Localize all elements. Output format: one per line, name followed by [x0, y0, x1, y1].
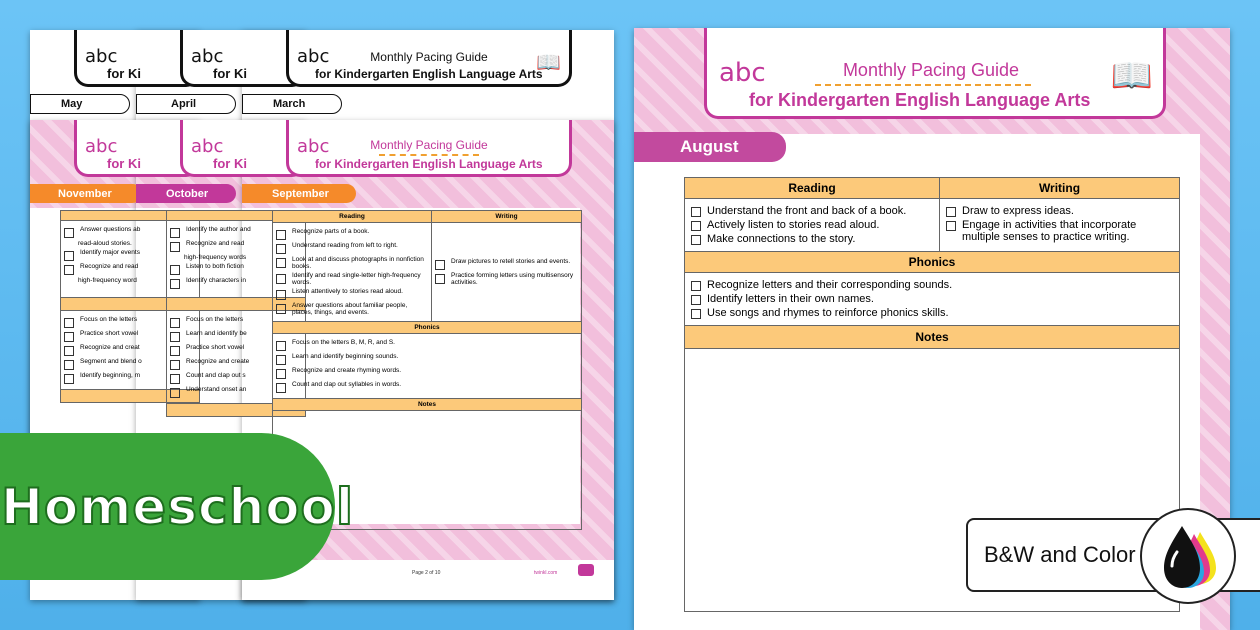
- bw-color-label: B&W and Color: [984, 542, 1136, 567]
- footer-page-number: Page 2 of 10: [412, 570, 441, 576]
- month-label-april: April: [136, 94, 236, 114]
- checklist-item: Actively listen to stories read aloud.: [691, 219, 933, 231]
- checklist-item: Recognize and create: [170, 358, 302, 370]
- checklist-item: Focus on the letters: [64, 316, 196, 328]
- checklist-item: Practice short vowel: [170, 344, 302, 356]
- checklist-item: Listen to both fiction: [170, 263, 302, 275]
- header-title: Monthly Pacing Guide: [370, 50, 488, 64]
- abc-logo: abc: [85, 136, 118, 157]
- header-title: Monthly Pacing Guide: [842, 60, 1020, 80]
- checklist-item: Understand the front and back of a book.: [691, 205, 933, 217]
- writing-header: Writing: [432, 211, 582, 223]
- checklist-item: Segment and blend o: [64, 358, 196, 370]
- header-subtitle: for Kindergarten English Language Arts: [315, 157, 543, 171]
- month-label-march: March: [242, 94, 342, 114]
- checklist-item-cont: read-aloud stories.: [78, 240, 132, 247]
- checklist-item: Identify the author and: [170, 226, 302, 238]
- checklist-item: Identify letters in their own names.: [691, 293, 1173, 305]
- checklist-item: Engage in activities that incorporate multiple senses to practice writing.: [946, 219, 1173, 243]
- twinkl-logo-icon: [578, 564, 594, 576]
- footer-site: twinkl.com: [534, 570, 558, 576]
- month-label-august: August: [634, 132, 786, 162]
- checklist-item: Look at and discuss photographs in nonfiction books.: [276, 256, 428, 270]
- checklist-item-cont: high-frequency words: [184, 254, 247, 261]
- reading-header: Reading: [685, 178, 940, 199]
- notes-header: Notes: [273, 399, 582, 411]
- checklist-item: Recognize and create rhyming words.: [276, 367, 578, 379]
- abc-logo: abc: [191, 136, 224, 157]
- abc-logo: abc: [85, 46, 118, 67]
- checklist-item: Identify beginning, m: [64, 372, 196, 384]
- abc-logo: abc: [719, 58, 766, 88]
- checklist-item: Learn and identify beginning sounds.: [276, 353, 578, 365]
- header-title: Monthly Pacing Guide: [370, 138, 488, 152]
- abc-logo: abc: [297, 136, 330, 157]
- checklist-item: Answer questions ab: [64, 226, 196, 238]
- header-box-march: [286, 30, 572, 87]
- checklist-item: Answer questions about familiar people, places, things, and events.: [276, 302, 428, 316]
- checklist-item: Understand reading from left to right.: [276, 242, 428, 254]
- title-divider: [815, 84, 1031, 86]
- book-icon: 📖: [536, 52, 561, 74]
- checklist-item-cont: high-frequency word: [78, 277, 137, 284]
- checklist-item: Identify characters in: [170, 277, 302, 289]
- checklist-item: Count and clap out s: [170, 372, 302, 384]
- title-divider: [379, 154, 479, 156]
- header-subtitle: for Ki: [107, 156, 141, 171]
- checklist-item: Recognize and creat: [64, 344, 196, 356]
- phonics-header: Phonics: [273, 322, 582, 334]
- checklist-item: Make connections to the story.: [691, 233, 933, 245]
- checklist-item: Recognize parts of a book.: [276, 228, 428, 240]
- checklist-item: Recognize letters and their corresponding sounds.: [691, 279, 1173, 291]
- checklist-item: Practice short vowel: [64, 330, 196, 342]
- phonics-header: Phonics: [685, 252, 1180, 273]
- header-subtitle: for Ki: [213, 156, 247, 171]
- header-subtitle: for Ki: [213, 66, 247, 81]
- checklist-item: Practice forming letters using multisensory activities.: [435, 272, 578, 286]
- homeschool-badge: [0, 433, 355, 580]
- checklist-item: Draw pictures to retell stories and events.: [435, 258, 578, 270]
- notes-header: Notes: [685, 326, 1180, 349]
- checklist-item: Recognize and read: [170, 240, 302, 252]
- month-label-may: May: [30, 94, 130, 114]
- header-subtitle: for Ki: [107, 66, 141, 81]
- checklist-item: Understand onset an: [170, 386, 302, 398]
- header-subtitle: for Kindergarten English Language Arts: [315, 67, 543, 81]
- checklist-item: Learn and identify be: [170, 330, 302, 342]
- month-label-november: November: [30, 184, 142, 203]
- checklist-item: Use songs and rhymes to reinforce phonics skills.: [691, 307, 1173, 319]
- book-icon: 📖: [1110, 57, 1153, 95]
- writing-header: Writing: [940, 178, 1180, 199]
- homeschool-label: Homeschool: [0, 477, 355, 536]
- checklist-item: Listen attentively to stories read aloud.: [276, 288, 428, 300]
- checklist-item: Focus on the letters B, M, R, and S.: [276, 339, 578, 351]
- checklist-item: Draw to express ideas.: [946, 205, 1173, 217]
- ink-drops-icon: [1140, 508, 1236, 604]
- reading-header: Reading: [273, 211, 432, 223]
- checklist-item: Identify major events: [64, 249, 196, 261]
- checklist-item: Focus on the letters: [170, 316, 302, 328]
- checklist-item: Recognize and read: [64, 263, 196, 275]
- abc-logo: abc: [191, 46, 224, 67]
- header-subtitle: for Kindergarten English Language Arts: [749, 90, 1091, 110]
- month-label-september: September: [242, 184, 356, 203]
- checklist-item: Count and clap out syllables in words.: [276, 381, 578, 393]
- month-label-october: October: [136, 184, 236, 203]
- abc-logo: abc: [297, 46, 330, 67]
- header-box-september: [286, 120, 572, 177]
- checklist-item: Identify and read single-letter high-frequency words.: [276, 272, 428, 286]
- header-box-august: [704, 28, 1166, 119]
